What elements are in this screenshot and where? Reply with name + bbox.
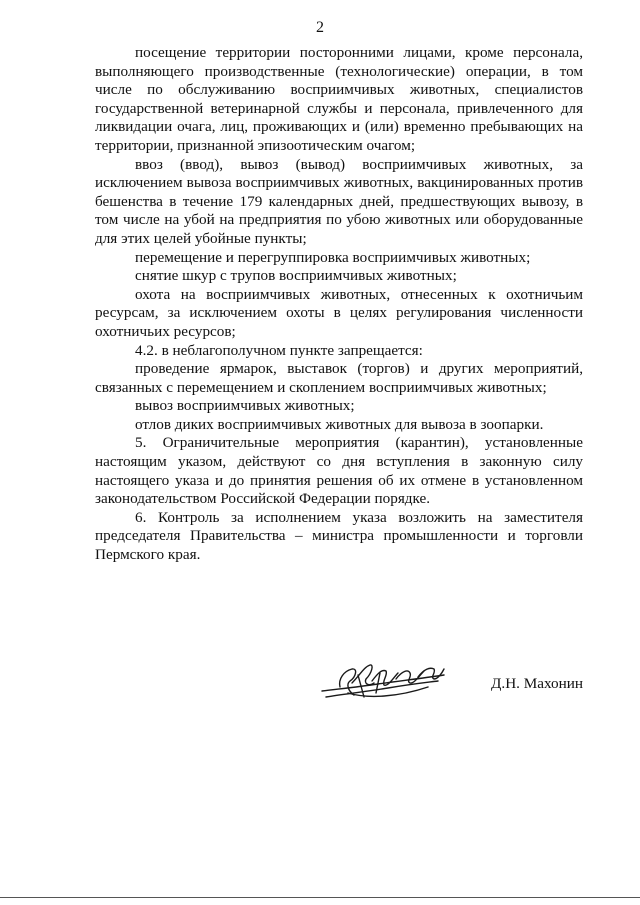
signature-block: [0, 655, 640, 715]
page-bottom-edge: [0, 897, 640, 898]
paragraph-8: вывоз восприимчивых животных;: [135, 397, 355, 415]
page-number: 2: [316, 19, 324, 36]
paragraph-2: ввоз (ввод), вывоз (вывод) восприимчивых животных, за исключением вывоза восприимчивых животных, вакцинированных против бешенства в течение 179 календарных дней, предшествующих вывозу, в том числе на убой на предприятия по убою животных или оборудованные для этих целей убойные пункты;: [95, 155, 583, 247]
paragraph-7: проведение ярмарок, выставок (торгов) и других мероприятий, связанных с перемещением и скоплением восприимчивых животных;: [95, 360, 583, 396]
paragraph-6: 4.2. в неблагополучном пункте запрещается:: [135, 341, 423, 359]
signer-name: Д.Н. Махонин: [491, 675, 583, 692]
paragraph-10: 5. Ограничительные мероприятия (карантин), установленные настоящим указом, действуют со дня вступления в законную силу настоящего указа и до принятия решения об их отмене в установленном законодательством Российской Федерации порядке.: [95, 434, 583, 508]
decree-body: [95, 44, 583, 565]
paragraph-5: охота на восприимчивых животных, отнесенных к охотничьим ресурсам, за исключением охоты в целях регулирования численности охотничьих ресурсов;: [95, 285, 583, 340]
paragraph-1: посещение территории посторонними лицами, кроме персонала, выполняющего производственные (технологические) операции, в том числе по обслуживанию восприимчивых животных, специалистов государственной ветеринарной службы и персонала, привлеченного для ликвидации очага, лиц, проживающих и (или) временно пребывающих на территории, признанной эпизоотическим очагом;: [95, 44, 583, 154]
paragraph-3: перемещение и перегруппировка восприимчивых животных;: [135, 248, 531, 266]
handwritten-signature-icon: [318, 657, 448, 707]
paragraph-4: снятие шкур с трупов восприимчивых животных;: [135, 267, 457, 285]
paragraph-11: 6. Контроль за исполнением указа возложить на заместителя председателя Правительства – министра промышленности и торговли Пермского края.: [95, 508, 583, 564]
paragraph-9: отлов диких восприимчивых животных для вывоза в зоопарки.: [135, 415, 544, 433]
